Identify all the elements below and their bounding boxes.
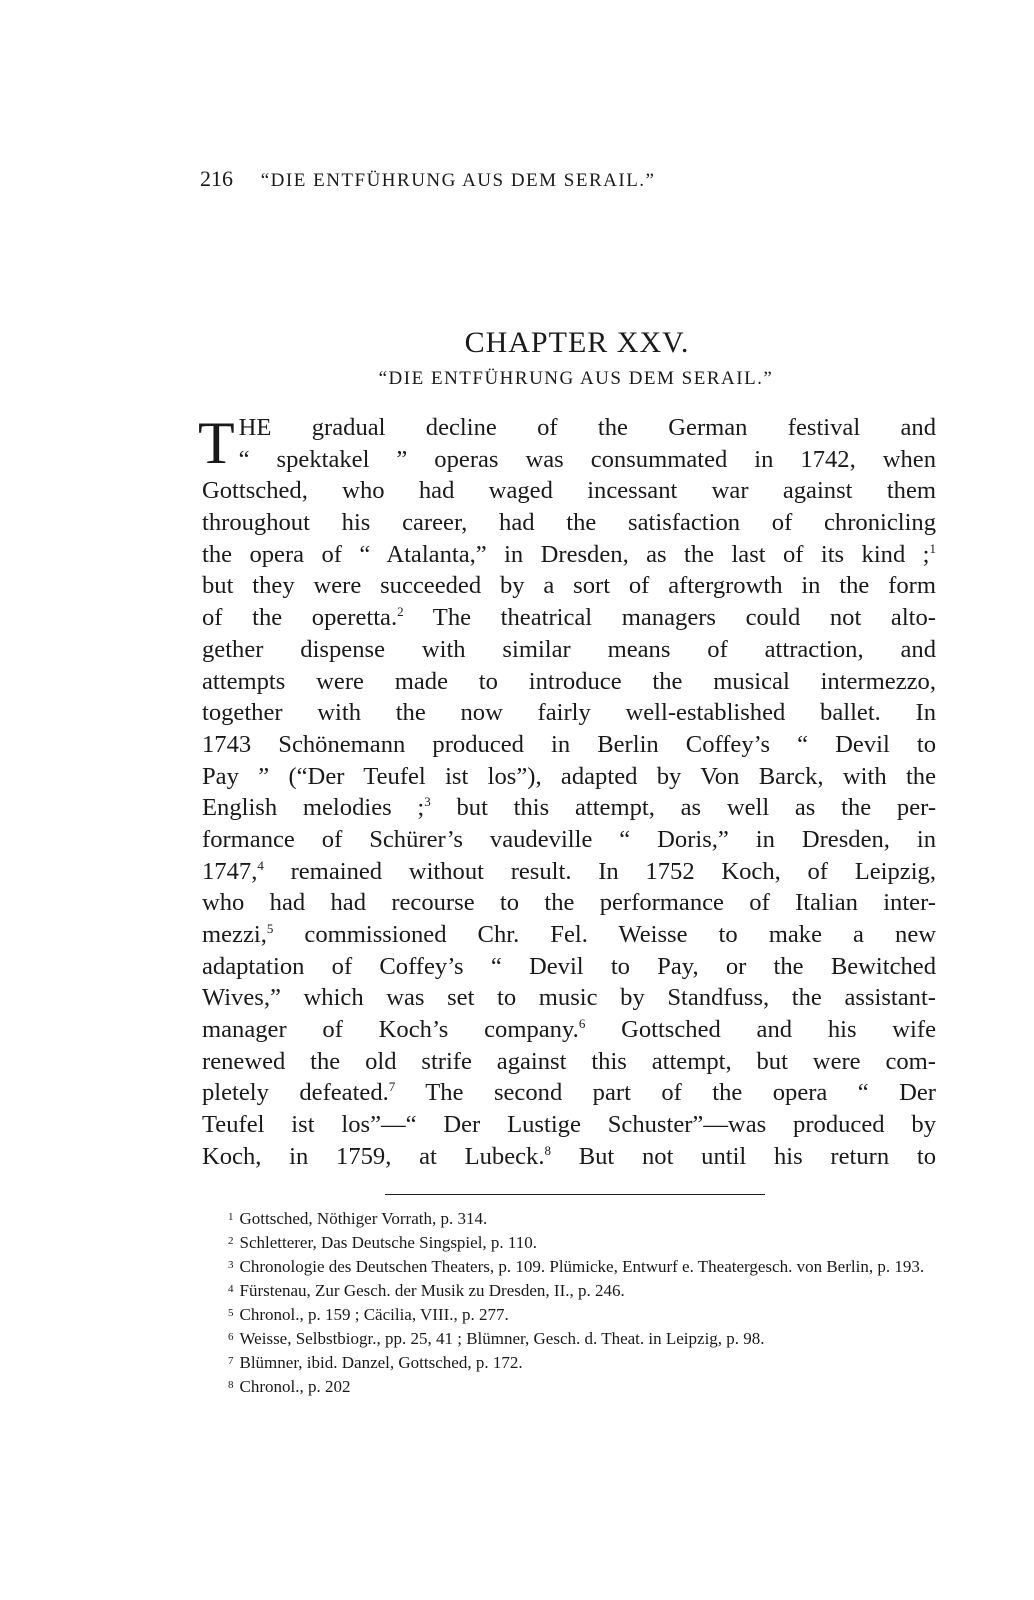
body-line: Teufel ist los”—“ Der Lustige Schuster”—was produced by [202, 1111, 936, 1139]
body-line: but they were succeeded by a sort of aftergrowth in the form [202, 572, 936, 600]
footnote-mark: 5 [228, 1307, 234, 1319]
body-line: Pay ” (“Der Teufel ist los”), adapted by Von Barck, with the [202, 762, 936, 790]
body-line: 1743 Schönemann produced in Berlin Coffey’s “ Devil to [202, 730, 936, 758]
footnote: $^2$ Schletterer, Das Deutsche Singspiel, p. 110. [228, 1233, 538, 1252]
running-head-title: “DIE ENTFÜHRUNG AUS DEM SERAIL.” [260, 170, 656, 191]
body-line: Koch, in 1759, at Lubeck.$^8$ But not until his return to [202, 1142, 937, 1170]
footnote-mark: 6 [228, 1331, 234, 1343]
footnote-mark: 8 [228, 1379, 234, 1391]
footnote-mark: 2 [228, 1235, 234, 1247]
footnote-mark: 3 [228, 1259, 234, 1271]
body-line: mezzi,$^5$ commissioned Chr. Fel. Weisse to make a new [202, 920, 936, 948]
body-line: adaptation of Coffey’s “ Devil to Pay, or the Bewitched [202, 952, 936, 980]
running-head [200, 166, 840, 192]
body-line: 1747,$^4$ remained without result. In 1752 Koch, of Leipzig, [202, 857, 936, 885]
body-line: attempts were made to introduce the musical intermezzo, [202, 667, 936, 695]
footnote-mark: 1 [228, 1211, 234, 1223]
footnote-ref: 5 [266, 920, 274, 936]
footnote: $^7$ Blümner, ibid. Danzel, Gottsched, p. 172. [228, 1353, 523, 1372]
footnote-ref: 6 [578, 1015, 586, 1031]
footnote-ref: 2 [397, 603, 404, 619]
footnote-mark: 7 [228, 1355, 234, 1367]
footnote: $^8$ Chronol., p. 202 [228, 1377, 351, 1396]
body-line: HE gradual decline of the German festival and [238, 414, 936, 441]
footnotes [202, 1206, 936, 1398]
footnote: $^6$ Weisse, Selbstbiogr., pp. 25, 41 ; Blümner, Gesch. d. Theat. in Leipzig, p. 98. [228, 1329, 765, 1348]
body-line: Wives,” which was set to music by Standfuss, the assistant- [202, 984, 936, 1012]
body-line: “ spektakel ” operas was consummated in 1742, when [238, 445, 936, 473]
body-line: throughout his career, had the satisfaction of chronicling [202, 509, 936, 537]
body-line: the opera of “ Atalanta,” in Dresden, as the last of its kind ;$^1$ [202, 540, 936, 568]
page-number: 216 [200, 166, 233, 191]
footnote: $^5$ Chronol., p. 159 ; Cäcilia, VIII., p. 277. [228, 1305, 509, 1324]
body-line: of the operetta.$^2$ The theatrical managers could not alto- [202, 603, 936, 632]
footnote-mark: 4 [228, 1283, 234, 1295]
footnote: $^1$ Gottsched, Nöthiger Vorrath, p. 314. [228, 1209, 488, 1228]
footnote: $^3$ Chronologie des Deutschen Theaters, p. 109. Plümicke, Entwurf e. Theatergesch. von Berlin, p. 193. [228, 1257, 925, 1276]
body-line: manager of Koch’s company.$^6$ Gottsched and his wife [202, 1015, 936, 1044]
footnote: $^4$ Fürstenau, Zur Gesch. der Musik zu Dresden, II., p. 246. [228, 1281, 625, 1300]
chapter-title: CHAPTER XXV. [464, 326, 690, 359]
body-line: gether dispense with similar means of attraction, and [202, 635, 936, 663]
body-text [198, 410, 937, 1173]
body-line: renewed the old strife against this attempt, but were com- [202, 1047, 936, 1075]
footnote-ref: 8 [544, 1142, 551, 1158]
body-line: together with the now fairly well-established ballet. In [202, 699, 936, 727]
body-line: formance of Schürer’s vaudeville “ Doris,” in Dresden, in [202, 825, 936, 853]
body-line: Gottsched, who had waged incessant war against them [202, 477, 936, 505]
footnote-ref: 4 [257, 857, 264, 873]
footnote-ref: 3 [424, 794, 431, 810]
footnote-ref: 1 [929, 540, 936, 556]
footnote-ref: 7 [388, 1079, 396, 1095]
footnote-divider [385, 1194, 765, 1195]
drop-cap: T [198, 410, 235, 476]
body-line: pletely defeated.$^7$ The second part of the opera “ Der [202, 1079, 936, 1107]
body-line: English melodies ;$^3$ but this attempt, as well as the per- [202, 794, 937, 822]
body-line: who had had recourse to the performance of Italian inter- [202, 889, 936, 917]
chapter-subtitle: “DIE ENTFÜHRUNG AUS DEM SERAIL.” [378, 368, 774, 389]
